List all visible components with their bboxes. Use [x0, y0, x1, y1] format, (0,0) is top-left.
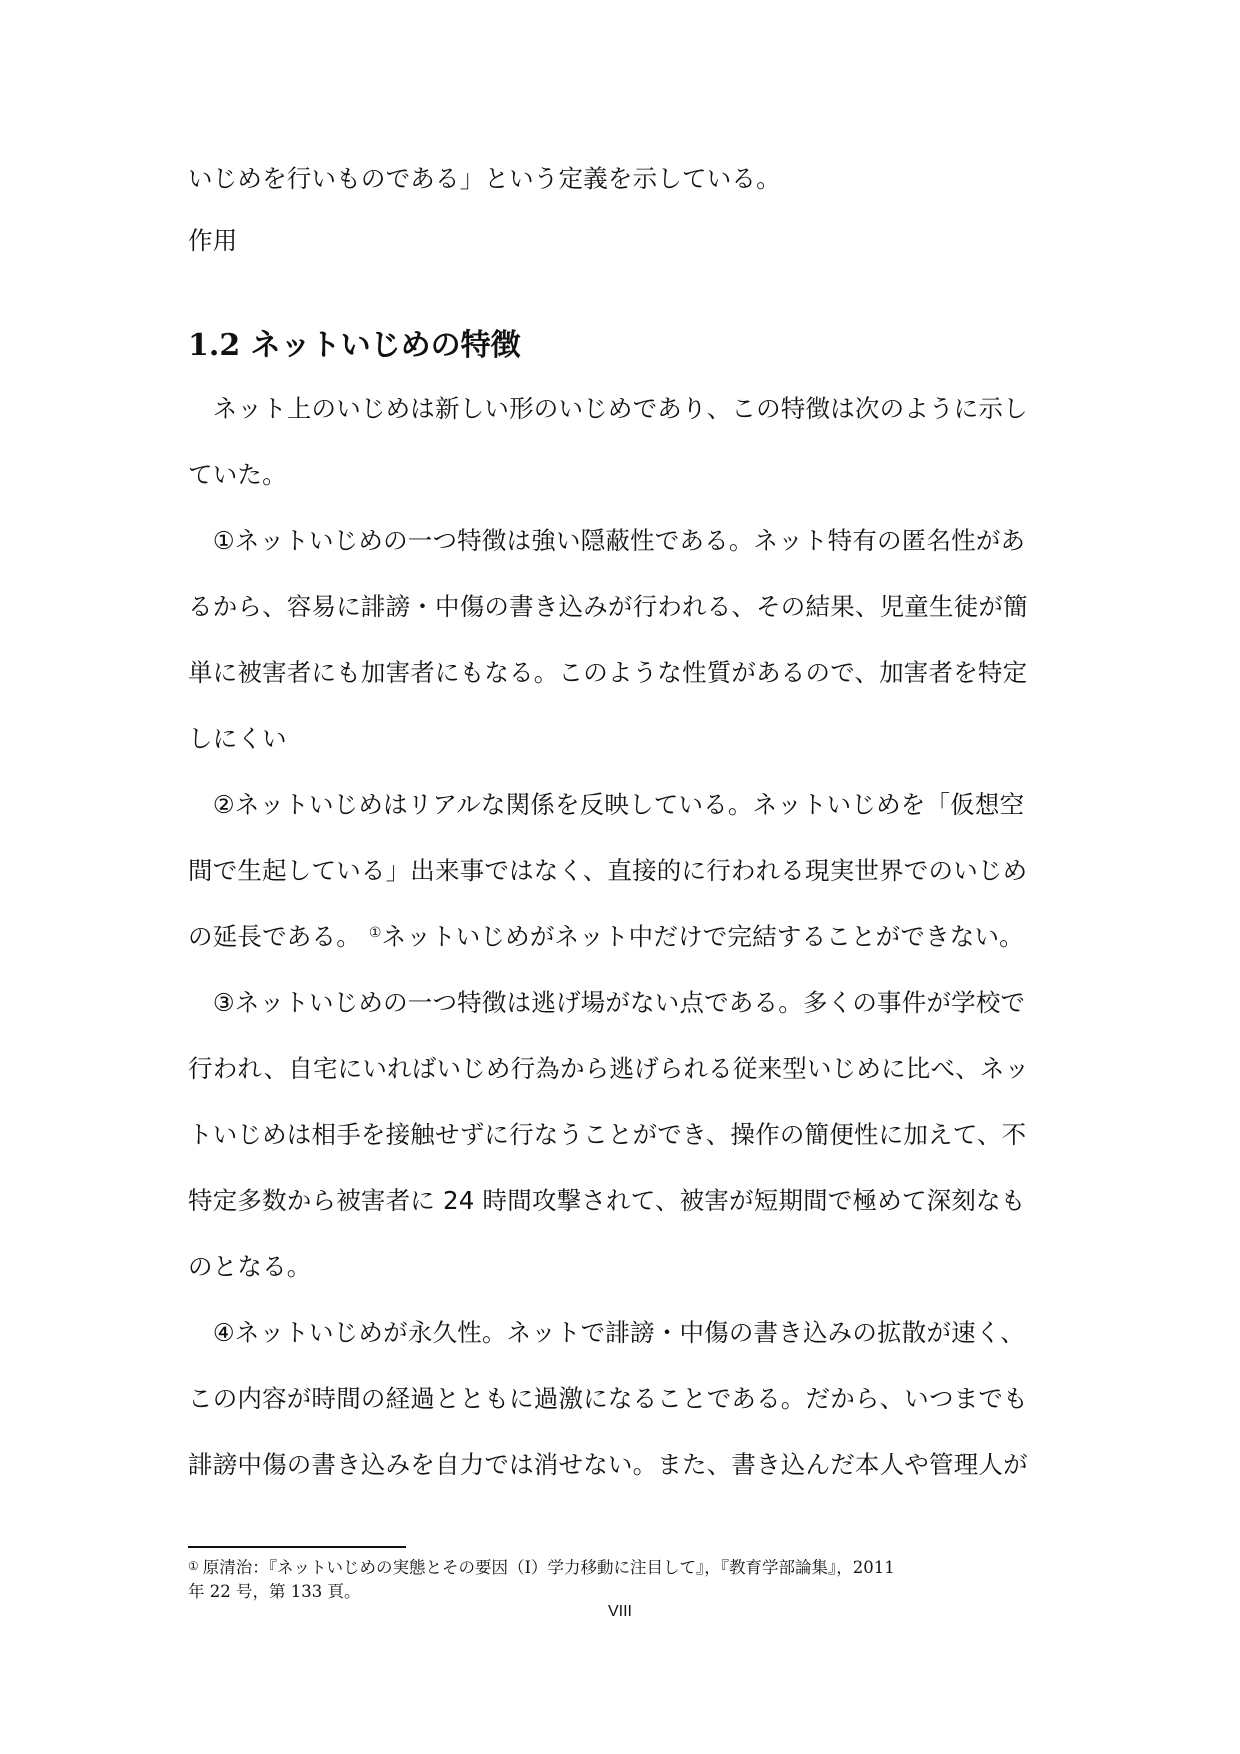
- footnote: [188, 1556, 1068, 1604]
- paragraph-line: 特定多数から被害者に 24 時間攻撃されて、被害が短期間で極めて深刻なも: [188, 1186, 1026, 1215]
- paragraph-line: るから、容易に誹謗・中傷の書き込みが行われる、その結果、児童生徒が簡: [188, 592, 1028, 621]
- page-number: VIII: [607, 1603, 632, 1620]
- paragraph-line: 誹謗中傷の書き込みを自力では消せない。また、書き込んだ本人や管理人が: [188, 1450, 1028, 1479]
- section-heading: [188, 324, 521, 368]
- footnote-text: 原清治：『ネットいじめの実態とその要因（Ⅰ）学力移動に注目して』，『教育学部論集』，2011: [202, 1558, 895, 1577]
- footnote-mark: ①: [188, 1559, 199, 1573]
- footnote-divider: [188, 1546, 406, 1548]
- line-text-after: ネットいじめがネット中だけで完結することができない。: [381, 922, 1024, 951]
- paragraph-line: 単に被害者にも加害者にもなる。このような性質があるので、加害者を特定: [188, 658, 1028, 687]
- footnote-line: [188, 1556, 1068, 1580]
- paragraph-line-with-footnote: [188, 904, 1056, 970]
- paragraph-line: しにくい: [188, 724, 287, 753]
- paragraph-line: 行われ、自宅にいればいじめ行為から逃げられる従来型いじめに比べ、ネッ: [188, 1054, 1030, 1083]
- section-number: 1.2: [188, 328, 241, 363]
- section-title: ネットいじめの特徴: [250, 328, 521, 363]
- paragraph-line: ②ネットいじめはリアルな関係を反映している。ネットいじめを「仮想空: [188, 790, 1025, 819]
- paragraph-line: ④ネットいじめが永久性。ネットで誹謗・中傷の書き込みの拡散が速く、: [188, 1318, 1025, 1347]
- paragraph-line: 間で生起している」出来事ではなく、直接的に行われる現実世界でのいじめ: [188, 856, 1028, 885]
- paragraph-line: この内容が時間の経過とともに過激になることである。だから、いつまでも: [188, 1384, 1028, 1413]
- paragraph-line: ③ネットいじめの一つ特徴は逃げ場がない点である。多くの事件が学校で: [188, 988, 1026, 1017]
- paragraph-line: ①ネットいじめの一つ特徴は強い隠蔽性である。ネット特有の匿名性があ: [188, 526, 1026, 555]
- line-text-before: の延長である。: [188, 922, 361, 951]
- paragraph-line: いじめを行いものである」という定義を示している。: [188, 164, 781, 193]
- paragraph-line: 作用: [188, 226, 238, 255]
- paragraph-line: トいじめは相手を接触せずに行なうことができ、操作の簡便性に加えて、不: [188, 1120, 1027, 1149]
- footnote-reference[interactable]: ①: [368, 925, 382, 941]
- paragraph-line: ていた。: [188, 460, 287, 489]
- paragraph-line: のとなる。: [188, 1252, 312, 1281]
- paragraph-line: ネット上のいじめは新しい形のいじめであり、この特徴は次のように示し: [188, 394, 1028, 423]
- footnote-line: 年 22 号，第 133 頁。: [188, 1582, 361, 1601]
